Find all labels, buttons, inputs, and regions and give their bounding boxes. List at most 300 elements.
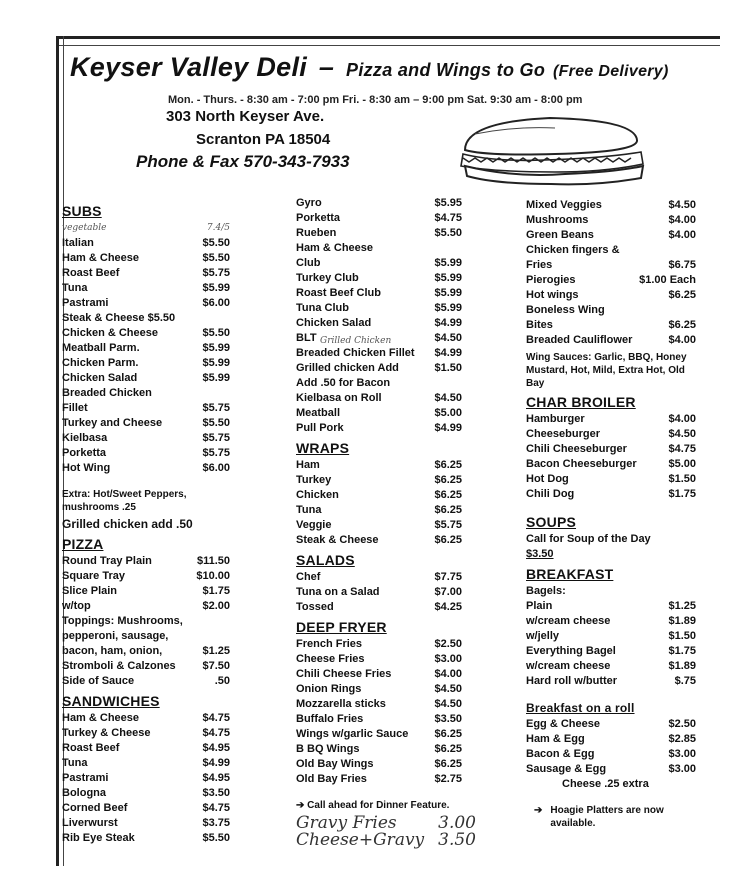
menu-item	[526, 198, 696, 213]
item-name: Green Beans	[526, 229, 594, 241]
pizza-list	[62, 554, 230, 614]
item-price: $4.75	[202, 712, 230, 724]
item-price: $5.50	[202, 417, 230, 429]
col2-list	[296, 196, 462, 436]
item-name: Ham	[296, 459, 320, 471]
item-name: Square Tray	[62, 570, 125, 582]
menu-item	[526, 747, 696, 762]
item-name: Meatball Parm.	[62, 342, 140, 354]
menu-item	[62, 801, 230, 816]
menu-item	[526, 228, 696, 243]
item-price: $4.50	[668, 199, 696, 211]
pizza-more-list	[62, 659, 230, 689]
menu-item	[526, 644, 696, 659]
menu-item	[526, 472, 696, 487]
title-dash: –	[318, 52, 335, 82]
item-price: $5.75	[202, 447, 230, 459]
item-price: $5.95	[434, 197, 462, 209]
city: Scranton PA 18504	[196, 131, 331, 148]
subs-list	[62, 236, 230, 476]
item-price: $3.50	[202, 787, 230, 799]
menu-item	[62, 816, 230, 831]
item-name: w/cream cheese	[526, 615, 611, 627]
sandwiches-heading: SANDWICHES	[62, 693, 160, 709]
item-price: $1.75	[202, 585, 230, 597]
menu-item	[296, 211, 462, 226]
menu-item	[526, 273, 696, 288]
blt-handnote: Grilled Chicken	[320, 336, 392, 346]
top-border	[56, 36, 720, 46]
menu-item	[296, 667, 462, 682]
item-name: Mushrooms	[526, 214, 589, 226]
item-name: Slice Plain	[62, 585, 118, 597]
item-name: Tossed	[296, 601, 334, 613]
item-price: $6.25	[434, 743, 462, 755]
item-name: Stromboli & Calzones	[62, 660, 176, 672]
item-name: Buffalo Fries	[296, 713, 364, 725]
breakfast-roll-list	[526, 717, 696, 777]
item-price: $3.00	[668, 763, 696, 775]
menu-header	[70, 52, 720, 83]
menu-item	[526, 318, 696, 333]
item-price: $2.75	[434, 773, 462, 785]
item-name: Cheese Fries	[296, 653, 365, 665]
menu-item	[526, 243, 696, 258]
item-name: French Fries	[296, 638, 363, 650]
item-price: $4.99	[434, 347, 462, 359]
item-name: Hamburger	[526, 413, 585, 425]
item-name: Roast Beef	[62, 267, 120, 279]
item-name: Mixed Veggies	[526, 199, 602, 211]
item-name: Gyro	[296, 197, 322, 209]
subs-extra-note: Extra: Hot/Sweet Peppers, mushrooms .25	[62, 489, 187, 513]
item-price: $1.75	[668, 645, 696, 657]
item-name: Pull Pork	[296, 422, 344, 434]
column-3	[526, 198, 696, 833]
item-name: Hot Wing	[62, 462, 111, 474]
arrow-icon: ➔	[534, 805, 543, 816]
item-name: Roast Beef	[62, 742, 120, 754]
menu-item	[296, 346, 462, 361]
item-price: $5.99	[434, 257, 462, 269]
menu-item	[526, 457, 696, 472]
menu-item	[62, 741, 230, 756]
item-price: $4.50	[434, 698, 462, 710]
item-name: Tuna on a Salad	[296, 586, 380, 598]
menu-item	[296, 757, 462, 772]
item-name: Round Tray Plain	[62, 555, 152, 567]
item-name: w/top	[62, 600, 91, 612]
menu-item	[296, 241, 462, 256]
menu-item	[62, 251, 230, 266]
item-price: $6.25	[668, 319, 696, 331]
item-name: Hard roll w/butter	[526, 675, 618, 687]
item-name: Fillet	[62, 402, 88, 414]
menu-item	[62, 711, 230, 726]
deep-fryer-heading: DEEP FRYER	[296, 619, 387, 635]
grilled-chicken-note: Grilled chicken add .50	[62, 517, 193, 531]
item-price: $1.75	[668, 488, 696, 500]
item-price: $1.89	[668, 615, 696, 627]
deep-fryer-list	[296, 637, 462, 787]
menu-item	[296, 226, 462, 241]
menu-item	[526, 762, 696, 777]
item-price: $6.25	[434, 728, 462, 740]
item-price: $2.00	[202, 600, 230, 612]
item-price: $11.50	[196, 555, 230, 567]
menu-item	[296, 652, 462, 667]
item-name: Porketta	[296, 212, 341, 224]
menu-item	[62, 386, 230, 401]
menu-item	[526, 732, 696, 747]
menu-item	[526, 629, 696, 644]
menu-item	[62, 461, 230, 476]
wing-sauces: Wing Sauces: Garlic, BBQ, Honey Mustard, Hot, Mild, Extra Hot, Old Bay	[526, 352, 687, 389]
menu-item	[62, 356, 230, 371]
item-price: $6.25	[434, 534, 462, 546]
item-price: $5.99	[434, 272, 462, 284]
item-name: Ham & Cheese	[62, 252, 140, 264]
menu-item	[62, 569, 230, 584]
menu-title	[70, 52, 720, 83]
item-price: $3.50	[434, 713, 462, 725]
menu-item	[62, 554, 230, 569]
wraps-heading: WRAPS	[296, 440, 350, 456]
item-name: Fries	[526, 259, 553, 271]
item-name: Wings w/garlic Sauce	[296, 728, 409, 740]
menu-item	[296, 196, 462, 211]
item-price: $7.50	[202, 660, 230, 672]
item-name: Old Bay Fries	[296, 773, 367, 785]
item-name: Boneless Wing	[526, 304, 605, 316]
handwritten-gravy-fries: Gravy Fries 3.00	[296, 813, 476, 833]
item-name: Turkey Club	[296, 272, 359, 284]
item-price: $4.00	[668, 413, 696, 425]
menu-item	[526, 599, 696, 614]
item-name: Turkey	[296, 474, 332, 486]
item-name: Club	[296, 257, 321, 269]
item-price: .50	[214, 675, 230, 687]
phone: Phone & Fax 570-343-7933	[136, 152, 350, 171]
breakfast-roll-heading: Breakfast on a roll	[526, 701, 635, 715]
salads-heading: SALADS	[296, 552, 355, 568]
item-name: Chicken	[296, 489, 339, 501]
item-price: $5.75	[202, 267, 230, 279]
item-name: Plain	[526, 600, 553, 612]
menu-item	[526, 674, 696, 689]
item-name: Chili Cheese Fries	[296, 668, 392, 680]
item-price: $5.00	[434, 407, 462, 419]
item-name: Bologna	[62, 787, 106, 799]
menu-item	[62, 659, 230, 674]
item-price: $4.75	[668, 443, 696, 455]
menu-item	[296, 600, 462, 615]
menu-item	[296, 742, 462, 757]
menu-item	[296, 518, 462, 533]
menu-item	[62, 726, 230, 741]
item-price: $6.25	[434, 489, 462, 501]
item-price: $4.75	[434, 212, 462, 224]
menu-item	[296, 727, 462, 742]
menu-item	[296, 301, 462, 316]
item-price: $6.00	[202, 462, 230, 474]
menu-item	[62, 326, 230, 341]
item-name: Chicken fingers &	[526, 244, 620, 256]
menu-item	[296, 376, 462, 391]
item-price: $5.50	[434, 227, 462, 239]
item-price: $4.99	[434, 317, 462, 329]
pizza-toppings: Toppings: Mushrooms, pepperoni, sausage,	[62, 615, 183, 642]
soups-heading: SOUPS	[526, 514, 577, 530]
menu-item	[62, 341, 230, 356]
menu-item	[526, 614, 696, 629]
menu-item	[62, 311, 230, 326]
item-name: Bacon Cheeseburger	[526, 458, 637, 470]
menu-item	[62, 446, 230, 461]
menu-item	[526, 659, 696, 674]
col3-list	[526, 198, 696, 348]
item-price: $2.50	[434, 638, 462, 650]
bagels-label: Bagels:	[526, 585, 566, 597]
item-name: Hot wings	[526, 289, 579, 301]
item-name: Chili Cheeseburger	[526, 443, 627, 455]
handwritten-cheese-gravy: Cheese+Gravy 3.50	[296, 830, 476, 850]
menu-item	[296, 697, 462, 712]
item-name: Tuna	[62, 282, 88, 294]
sandwiches-list	[62, 711, 230, 846]
item-name: Old Bay Wings	[296, 758, 374, 770]
menu-item	[526, 258, 696, 273]
item-price: $4.75	[202, 802, 230, 814]
hours: Mon. - Thurs. - 8:30 am - 7:00 pm Fri. - 8:30 am – 9:00 pm Sat. 9:30 am - 8:00 pm	[168, 94, 583, 106]
item-name: Mozzarella sticks	[296, 698, 386, 710]
item-name: Kielbasa	[62, 432, 108, 444]
menu-item	[296, 256, 462, 271]
item-name: w/jelly	[526, 630, 560, 642]
pizza-heading: PIZZA	[62, 536, 104, 552]
item-price: $7.75	[434, 571, 462, 583]
breakfast-heading: BREAKFAST	[526, 566, 614, 582]
item-name: Chef	[296, 571, 321, 583]
arrow-icon: ➔	[296, 800, 305, 811]
menu-item	[296, 271, 462, 286]
item-price: $5.75	[434, 519, 462, 531]
menu-item	[526, 487, 696, 502]
menu-item	[62, 401, 230, 416]
deli-name: Keyser Valley Deli	[70, 52, 308, 82]
item-price: $6.25	[434, 474, 462, 486]
menu-item	[62, 371, 230, 386]
menu-item	[296, 316, 462, 331]
column-2	[296, 196, 476, 850]
menu-item	[62, 416, 230, 431]
item-name: Side of Sauce	[62, 675, 135, 687]
item-name: Rueben	[296, 227, 337, 239]
item-price: $5.50	[202, 832, 230, 844]
salads-list	[296, 570, 462, 615]
menu-item	[62, 674, 230, 689]
menu-item	[526, 717, 696, 732]
item-price: $5.75	[202, 432, 230, 444]
item-name: Tuna	[62, 757, 88, 769]
item-name: Breaded Chicken Fillet	[296, 347, 415, 359]
menu-item	[296, 286, 462, 301]
item-name: Add .50 for Bacon	[296, 377, 391, 389]
item-price: $1.25	[668, 600, 696, 612]
item-name: Ham & Egg	[526, 733, 585, 745]
item-price: $1.89	[668, 660, 696, 672]
item-name: Chicken Salad	[62, 372, 138, 384]
item-price: $5.99	[434, 302, 462, 314]
menu-item	[62, 431, 230, 446]
wraps-list	[296, 458, 462, 548]
free-delivery: (Free Delivery)	[552, 63, 669, 80]
item-price: $4.75	[202, 727, 230, 739]
menu-item	[296, 488, 462, 503]
platters-note: ➔ Hoagie Platters are now available.	[534, 805, 664, 829]
item-name: Cheeseburger	[526, 428, 600, 440]
item-price: $5.99	[202, 357, 230, 369]
item-price: $.75	[674, 675, 696, 687]
menu-item	[296, 585, 462, 600]
item-name: Hot Dog	[526, 473, 569, 485]
item-name: Ham & Cheese	[62, 712, 140, 724]
item-price: $3.75	[202, 817, 230, 829]
item-price: $4.50	[434, 392, 462, 404]
item-name: Breaded Cauliflower	[526, 334, 633, 346]
item-price: $4.00	[668, 229, 696, 241]
item-name: Bites	[526, 319, 553, 331]
item-name: Turkey and Cheese	[62, 417, 163, 429]
item-name: Pastrami	[62, 772, 109, 784]
char-broiler-heading: CHAR BROILER	[526, 394, 636, 410]
item-name: Pastrami	[62, 297, 109, 309]
item-price: $3.00	[668, 748, 696, 760]
item-price: $5.99	[202, 282, 230, 294]
item-name: B BQ Wings	[296, 743, 360, 755]
item-price: $5.50	[202, 252, 230, 264]
menu-item	[62, 236, 230, 251]
menu-item	[62, 756, 230, 771]
item-price: $5.99	[202, 372, 230, 384]
item-price: $6.75	[668, 259, 696, 271]
menu-item	[296, 473, 462, 488]
sandwich-illustration	[455, 112, 650, 192]
subs-handnote: vegetable 7.4/5	[62, 223, 230, 233]
menu-item	[62, 281, 230, 296]
menu-item	[526, 412, 696, 427]
item-price: $1.50	[668, 473, 696, 485]
item-name: Kielbasa on Roll	[296, 392, 382, 404]
item-name: Meatball	[296, 407, 341, 419]
item-price: $6.25	[434, 504, 462, 516]
item-name: Pierogies	[526, 274, 576, 286]
item-name: Ham & Cheese	[296, 242, 374, 254]
char-broiler-list	[526, 412, 696, 502]
item-price: $4.00	[668, 214, 696, 226]
menu-item	[62, 831, 230, 846]
item-price: $4.99	[202, 757, 230, 769]
menu-item	[296, 712, 462, 727]
item-name: Rib Eye Steak	[62, 832, 135, 844]
menu-item	[526, 333, 696, 348]
item-name: Roast Beef Club	[296, 287, 381, 299]
menu-item	[296, 533, 462, 548]
item-name: Steak & Cheese $5.50	[62, 312, 176, 324]
item-price: $4.00	[434, 668, 462, 680]
item-price: $2.50	[668, 718, 696, 730]
item-price: $5.00	[668, 458, 696, 470]
breakfast-list	[526, 599, 696, 689]
item-name: Tuna	[296, 504, 322, 516]
item-price: $4.50	[434, 683, 462, 695]
item-name: Italian	[62, 237, 94, 249]
item-name: Breaded Chicken	[62, 387, 152, 399]
menu-item	[296, 637, 462, 652]
subtitle: Pizza and Wings to Go	[346, 60, 546, 80]
menu-item	[296, 503, 462, 518]
subs-heading: SUBS	[62, 203, 102, 219]
item-price: $6.25	[668, 289, 696, 301]
menu-item	[62, 599, 230, 614]
menu-item	[62, 296, 230, 311]
item-price: $6.25	[434, 459, 462, 471]
menu-item	[62, 786, 230, 801]
item-price: $4.50	[668, 428, 696, 440]
item-price: $4.00	[668, 334, 696, 346]
column-1	[62, 199, 230, 846]
item-price: $4.95	[202, 742, 230, 754]
address: 303 North Keyser Ave.	[166, 108, 325, 125]
cheese-extra: Cheese .25 extra	[562, 778, 649, 790]
item-name: BLT	[296, 332, 317, 344]
item-price: $6.00	[202, 297, 230, 309]
menu-item	[296, 421, 462, 436]
item-name: Veggie	[296, 519, 332, 531]
item-price: $5.50	[202, 237, 230, 249]
item-price: $5.99	[434, 287, 462, 299]
item-name: Liverwurst	[62, 817, 118, 829]
item-name: Corned Beef	[62, 802, 128, 814]
item-name: Onion Rings	[296, 683, 362, 695]
menu-item	[62, 771, 230, 786]
item-price: $4.25	[434, 601, 462, 613]
item-name: Chili Dog	[526, 488, 575, 500]
item-name: Bacon & Egg	[526, 748, 595, 760]
menu-item	[526, 288, 696, 303]
soups-price: $3.50	[526, 548, 554, 560]
item-name: Chicken Parm.	[62, 357, 139, 369]
item-name: Sausage & Egg	[526, 763, 607, 775]
menu-item	[296, 391, 462, 406]
item-price: $5.99	[202, 342, 230, 354]
menu-item	[296, 361, 462, 376]
item-price: $1.00 Each	[639, 274, 696, 286]
item-name: Chicken Salad	[296, 317, 372, 329]
menu-item	[296, 458, 462, 473]
item-name: Tuna Club	[296, 302, 349, 314]
item-name: Chicken & Cheese	[62, 327, 158, 339]
item-name: w/cream cheese	[526, 660, 611, 672]
menu-item	[526, 213, 696, 228]
item-price: $10.00	[196, 570, 230, 582]
menu-item	[62, 266, 230, 281]
item-name: Turkey & Cheese	[62, 727, 151, 739]
item-price: $5.75	[202, 402, 230, 414]
item-price: $4.50	[434, 332, 462, 344]
item-name: Egg & Cheese	[526, 718, 600, 730]
item-name: Grilled chicken Add	[296, 362, 399, 374]
